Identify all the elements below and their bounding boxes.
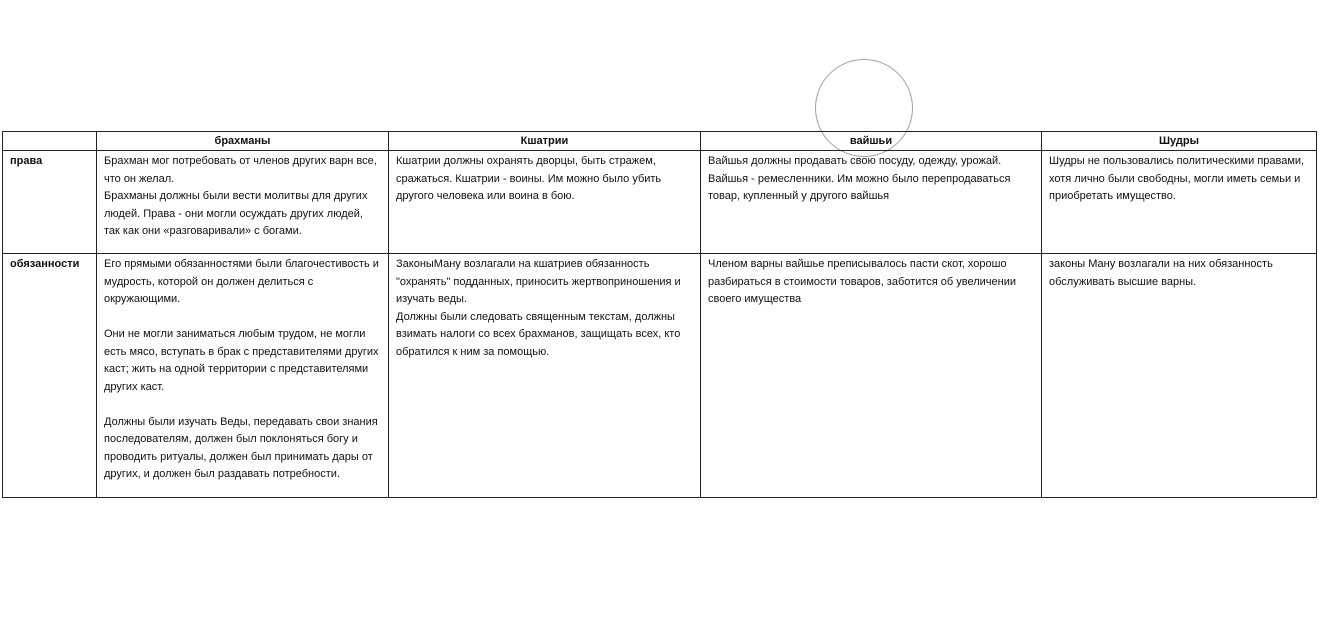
header-shudras: Шудры xyxy=(1042,132,1317,151)
cell-text: Вайшья должны продавать свою посуду, одежду, урожай. Вайшья - ремесленники. Им можно было перепродаваться товар, купленный у другого вайшья xyxy=(708,155,1011,202)
cell-duties-vaishyas xyxy=(701,254,1042,498)
row-label-rights: права xyxy=(3,151,97,254)
cell-text: законы Ману возлагали на них обязанность обслуживать высшие варны. xyxy=(1049,258,1273,288)
table-row-duties xyxy=(3,254,1317,498)
header-vaishyas: вайшьи xyxy=(701,132,1042,151)
varna-table xyxy=(2,131,1317,498)
cell-text: ЗаконыМану возлагали на кшатриев обязанность "охранять" подданных, приносить жертвоприношения и изучать веды. xyxy=(396,258,681,305)
cell-rights-shudras xyxy=(1042,151,1317,254)
cell-rights-kshatriyas xyxy=(389,151,701,254)
cell-text: Брахманы должны были вести молитвы для других людей. Права - они могли осуждать других людей, так как они «разговаривали» с богами. xyxy=(104,190,368,237)
header-corner xyxy=(3,132,97,151)
cell-duties-brahmins xyxy=(97,254,389,498)
cell-text: Его прямыми обязанностями были благочестивость и мудрость, которой он должен делиться с окружающими. xyxy=(104,258,379,305)
cell-rights-vaishyas xyxy=(701,151,1042,254)
cell-text: Членом варны вайшье преписывалось пасти скот, хорошо разбираться в стоимости товаров, заботится об увеличении своего имущества xyxy=(708,258,1016,305)
row-label-duties: обязанности xyxy=(3,254,97,498)
header-kshatriyas: Кшатрии xyxy=(389,132,701,151)
cell-text: Брахман мог потребовать от членов других варн все, что он желал. xyxy=(104,155,377,185)
cell-text: Должны были изучать Веды, передавать свои знания последователям, должен был поклоняться богу и проводить ритуалы, должен был принимать дары от других, и должен был раздавать потребности. xyxy=(104,415,378,480)
cell-rights-brahmins xyxy=(97,151,389,254)
cell-text: Кшатрии должны охранять дворцы, быть стражем, сражаться. Кшатрии - воины. Им можно было убить другого человека или воина в бою. xyxy=(396,155,662,202)
header-row xyxy=(3,132,1317,151)
cell-duties-kshatriyas xyxy=(389,254,701,498)
cell-text: Они не могли заниматься любым трудом, не могли есть мясо, вступать в брак с представителями других каст; жить на одной территории с представителями других каст. xyxy=(104,328,379,393)
cell-text: Шудры не пользовались политическими правами, хотя лично были свободны, могли иметь семьи и приобретать имущество. xyxy=(1049,155,1305,202)
header-brahmins: брахманы xyxy=(97,132,389,151)
cell-duties-shudras xyxy=(1042,254,1317,498)
cell-text: Должны были следовать священным текстам, должны взимать налоги со всех брахманов, защищать всех, кто обратился к ним за помощью. xyxy=(396,310,681,358)
table-row-rights xyxy=(3,151,1317,254)
